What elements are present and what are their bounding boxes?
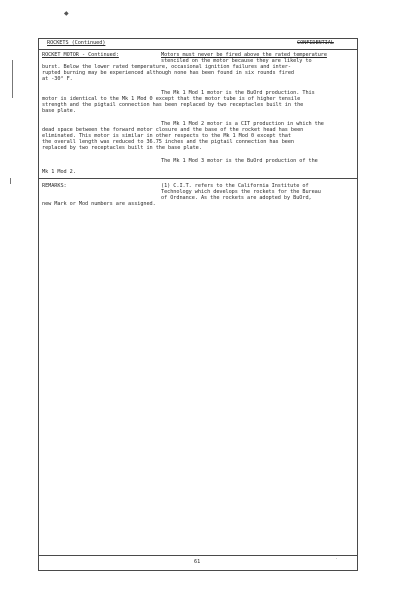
header-rule [39,49,357,50]
motor-para2-line3: strength and the pigtail connection has been replaced by two receptacles built in the [42,102,304,108]
page-speck-bottom: · [336,556,338,561]
motor-para4-line1: The Mk 1 Mod 3 motor is the BuOrd production of the [161,158,318,164]
remarks-line3: of Ordnance. As the rockets are adopted by BuOrd, [161,195,312,201]
classification-stamp: CONFIDENTIAL [297,40,334,46]
motor-para1-line3: burst. Below the lower rated temperature, occasional ignition failures and inter- [42,64,291,70]
motor-para2-line4: base plate. [42,108,76,114]
remarks-line1: (1) C.I.T. refers to the California Institute of [161,183,309,189]
section-title: ROCKETS (Continued) [47,40,106,46]
page-speck-top: ◆ [64,10,69,17]
motor-para2-line1: The Mk 1 Mod 1 motor is the BuOrd production. This [161,90,315,96]
motor-para4-line2: Mk 1 Mod 2. [42,169,76,175]
section-rule [39,178,357,179]
motor-para3-line4: the overall length was reduced to 36.75 inches and the pigtail connection has been [42,139,294,145]
binder-mark-mid [10,178,11,184]
motor-para1-line2: stenciled on the motor because they are likely to [161,58,312,64]
motor-para1-line4: rupted burning may be experienced although none has been found in six rounds fired [42,70,294,76]
remarks-line4: new Mark or Mod numbers are assigned. [42,201,156,207]
motor-para3-line5: replaced by two receptacles built in the base plate. [42,145,202,151]
motor-para3-line1: The Mk 1 Mod 2 motor is a CIT production in which the [161,121,324,127]
motor-para1-line1: Motors must never be fired above the rated temperature [161,52,327,58]
motor-para3-line2: dead space between the forward motor closure and the base of the rocket head has been [42,127,304,133]
motor-para3-line3: eliminated. This motor is similar in other respects to the Mk 1 Mod 0 except that [42,133,291,139]
binder-mark-top [12,60,13,98]
remarks-line2: Technology which develops the rockets for the Bureau [161,189,321,195]
motor-para2-line2: motor is identical to the Mk 1 Mod 0 except that the motor tube is of higher tensile [42,96,301,102]
motor-para1-line5: at -30° F. [42,76,73,82]
document-frame [38,38,358,571]
footer-rule [39,555,357,556]
page-number: 61 [194,559,201,565]
rocket-motor-label: ROCKET MOTOR - Continued: [42,52,119,58]
remarks-label: REMARKS: [42,183,67,189]
